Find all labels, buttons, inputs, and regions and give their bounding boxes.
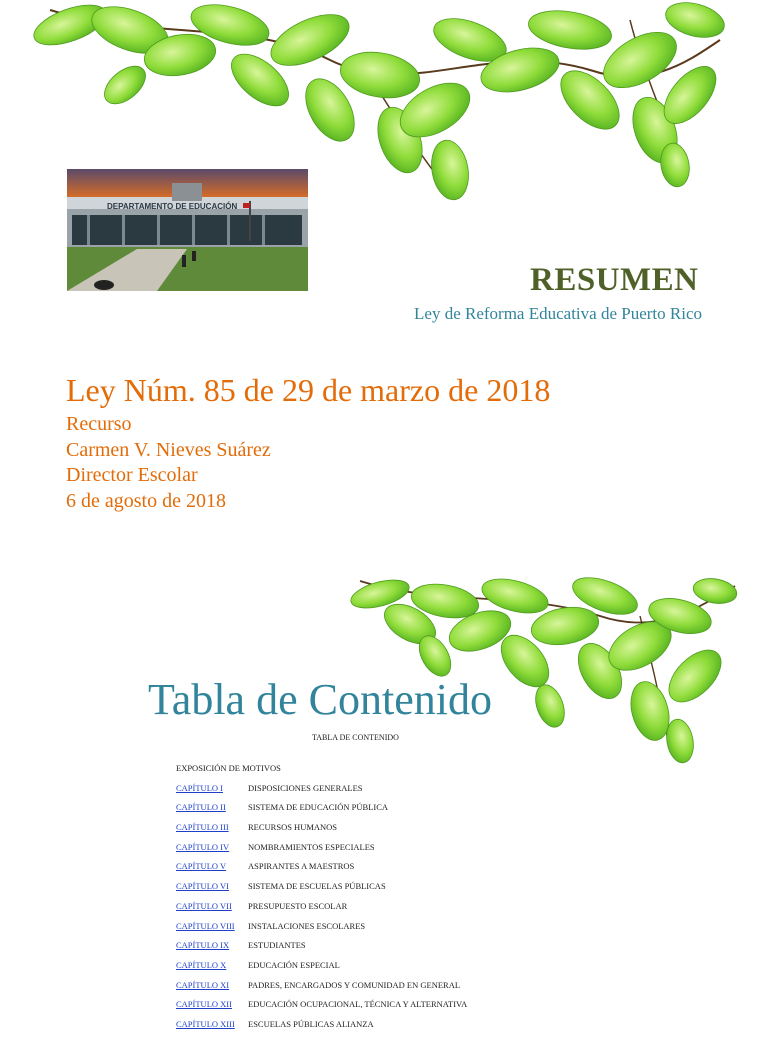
- department-building-photo: [67, 169, 308, 291]
- toc-chapter-name: INSTALACIONES ESCOLARES: [248, 920, 366, 931]
- toc-row: [176, 842, 467, 862]
- toc-chapter-name: ESCUELAS PÚBLICAS ALIANZA: [248, 1018, 374, 1029]
- author-role: Director Escolar: [66, 464, 198, 486]
- toc-chapter-name: SISTEMA DE EDUCACIÓN PÚBLICA: [248, 802, 389, 813]
- toc-chapter-link[interactable]: CAPÍTULO I: [176, 782, 223, 793]
- toc-row: [176, 1019, 467, 1039]
- author-info: [66, 412, 271, 514]
- toc-exposicion-label: EXPOSICIÓN DE MOTIVOS: [176, 763, 281, 773]
- toc-row: [176, 822, 467, 842]
- toc-row-exposicion: [176, 763, 467, 783]
- toc-chapter-link[interactable]: CAPÍTULO XIII: [176, 1018, 235, 1029]
- toc-row: [176, 940, 467, 960]
- toc-chapter-link[interactable]: CAPÍTULO II: [176, 802, 226, 813]
- toc-chapter-link[interactable]: CAPÍTULO XI: [176, 979, 230, 990]
- toc-chapter-link[interactable]: CAPÍTULO IV: [176, 841, 230, 852]
- toc-chapter-name: EDUCACIÓN OCUPACIONAL, TÉCNICA Y ALTERNATIVA: [248, 999, 468, 1010]
- toc-row: [176, 921, 467, 941]
- toc-list: [176, 763, 467, 1039]
- toc-chapter-link[interactable]: CAPÍTULO XII: [176, 999, 232, 1010]
- toc-chapter-name: NOMBRAMIENTOS ESPECIALES: [248, 841, 375, 852]
- author-name: Carmen V. Nieves Suárez: [66, 438, 271, 461]
- toc-row: [176, 960, 467, 980]
- toc-row: [176, 802, 467, 822]
- building-sign-text: DEPARTAMENTO DE EDUCACIÓN: [107, 202, 238, 211]
- resource-label: Recurso: [66, 413, 132, 435]
- toc-chapter-name: DISPOSICIONES GENERALES: [248, 782, 363, 793]
- toc-chapter-link[interactable]: CAPÍTULO III: [176, 822, 229, 833]
- toc-chapter-name: EDUCACIÓN ESPECIAL: [248, 959, 340, 970]
- toc-chapter-name: SISTEMA DE ESCUELAS PÚBLICAS: [248, 881, 386, 892]
- toc-chapter-link[interactable]: CAPÍTULO X: [176, 959, 227, 970]
- law-title: Ley Núm. 85 de 29 de marzo de 2018: [66, 372, 551, 408]
- toc-header: TABLA DE CONTENIDO: [312, 733, 399, 742]
- toc-row: [176, 861, 467, 881]
- toc-chapter-link[interactable]: CAPÍTULO VI: [176, 881, 229, 892]
- toc-chapter-name: ASPIRANTES A MAESTROS: [248, 861, 355, 872]
- toc-chapter-link[interactable]: CAPÍTULO VIII: [176, 920, 235, 931]
- leaves-decoration-toc: [350, 576, 740, 766]
- document-subtitle: Ley de Reforma Educativa de Puerto Rico: [414, 304, 702, 323]
- toc-row: [176, 980, 467, 1000]
- toc-chapter-name: RECURSOS HUMANOS: [248, 822, 338, 833]
- toc-chapter-link[interactable]: CAPÍTULO VII: [176, 900, 232, 911]
- toc-row: [176, 999, 467, 1019]
- toc-row: [176, 881, 467, 901]
- toc-row: [176, 901, 467, 921]
- toc-chapter-link[interactable]: CAPÍTULO IX: [176, 940, 230, 951]
- toc-chapter-name: PADRES, ENCARGADOS Y COMUNIDAD EN GENERAL: [248, 979, 461, 990]
- toc-title: Tabla de Contenido: [148, 675, 492, 724]
- toc-chapter-name: PRESUPUESTO ESCOLAR: [248, 900, 348, 911]
- toc-chapter-name: ESTUDIANTES: [248, 940, 306, 951]
- toc-row: [176, 783, 467, 803]
- resumen-heading: RESUMEN: [530, 262, 699, 298]
- toc-chapter-link[interactable]: CAPÍTULO V: [176, 861, 227, 872]
- document-date: 6 de agosto de 2018: [66, 489, 226, 512]
- page-2: [0, 576, 768, 1029]
